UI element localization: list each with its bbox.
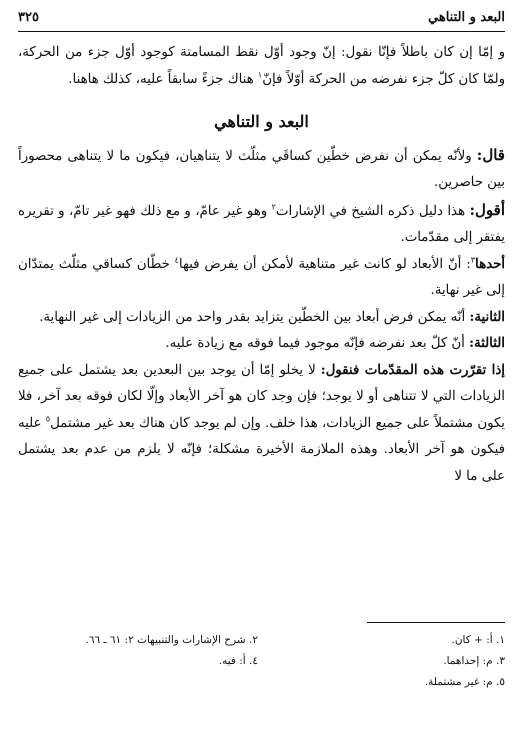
first-lead: أحدها bbox=[475, 256, 505, 272]
body-text bbox=[18, 40, 505, 490]
intro-tail: هناك جزءً سابقاً عليه، كذلك هاهنا. bbox=[68, 71, 254, 87]
footnote-ref-1: ١ bbox=[257, 70, 263, 80]
running-title: البعد و التناهي bbox=[428, 10, 505, 25]
third-lead: الثالثة: bbox=[469, 336, 505, 351]
conclusion-lead: إذا تقرّرت هذه المقدّمات فنقول: bbox=[320, 362, 505, 378]
footnote-rule bbox=[367, 622, 505, 623]
second-text: أنّه يمكن فرض أبعاد بين الخطّين يتزايد بقدر واحد من الزيادات إلى غير النهاية. bbox=[39, 309, 466, 325]
aqulu-paragraph bbox=[18, 197, 505, 252]
footnotes-left-column bbox=[18, 630, 258, 672]
first-text: : أنّ الأبعاد لو كانت غير متناهية لأمكن أن يفرض فيها bbox=[178, 256, 471, 272]
qala-lead: قال: bbox=[476, 145, 505, 164]
footnote-2: ٢. شرح الإشارات والتنبيهات ٢: ٦١ ـ ٦٦. bbox=[85, 634, 258, 646]
conclusion-paragraph bbox=[18, 358, 505, 491]
footnote-ref-5: ٥ bbox=[45, 414, 51, 424]
first-tail: خطّان كساقي مثلّث يمتدّان إلى غير نهاية. bbox=[18, 256, 505, 298]
page-header bbox=[18, 10, 505, 32]
aqulu-tail: وهو غير عامّ، و مع ذلك فهو غير تامّ، و تقريره يفتقر إلى مقدّمات. bbox=[18, 203, 505, 245]
third-premise bbox=[18, 331, 505, 358]
aqulu-text: هذا دليل ذكره الشيخ في الإشارات bbox=[275, 203, 466, 219]
footnote-5: ٥. م: غير مشتملة. bbox=[424, 676, 505, 688]
section-title: البعد و التناهي bbox=[214, 112, 309, 131]
conclusion-text: لا يخلو إمّا أن يوجد بين البعدين بعد يشتمل على جميع الزيادات التي لا تتناهى أو لا يوجد؛ فإن وجد كان هو آخر الأبعاد وإلّا لكان فوقه بعد آخر، فلا يكون مشتملاً على جميع الزيادات، هذا خلف. وإن لم يوجد كان هناك بعد غير مشتمل bbox=[18, 362, 506, 431]
qala-text: ولأنّه يمكن أن نفرض خطّين كساقَي مثلّث لا يتناهيان، فيكون ما لا يتناهى محصوراً بين حاصرين. bbox=[18, 148, 505, 190]
footnote-ref-3: ٣ bbox=[470, 255, 476, 265]
aqulu-lead: أقول: bbox=[469, 200, 505, 219]
page-number: ٣٢٥ bbox=[18, 10, 39, 25]
second-lead: الثانية: bbox=[469, 309, 505, 325]
intro-text: و إمّا إن كان باطلاً فإنّا نقول: إنّ وجود أوّل نقط المسامتة كوجود أوّل جزء من الحركة، ولمّا كان كلّ جزء نفرضه من الحركة أوّلاً فإنّ bbox=[18, 45, 505, 87]
qala-paragraph bbox=[18, 142, 505, 197]
third-text: أنّ كلّ بعد نفرضه فإنّه موجود فيما فوقه مع زيادة عليه. bbox=[165, 336, 465, 351]
footnote-1: ١. أ: + كان. bbox=[451, 634, 505, 646]
footnote-3: ٣. م: إحداهما. bbox=[443, 655, 505, 667]
footnotes-right-column bbox=[275, 630, 505, 693]
footnote-ref-2: ٢ bbox=[271, 202, 276, 212]
intro-paragraph bbox=[18, 40, 505, 93]
second-premise bbox=[18, 305, 505, 332]
first-premise bbox=[18, 252, 505, 305]
footnote-ref-4: ٤ bbox=[174, 255, 179, 265]
conclusion-tail: عليه فيكون هو آخر الأبعاد. وهذه الملازمة الأخيرة مشكلة؛ فإنّه لا يلزم من عدم بعد يشتمل على ما لا bbox=[18, 415, 505, 484]
header-rule bbox=[18, 31, 505, 32]
footnote-4: ٤. أ: فيه. bbox=[218, 655, 258, 667]
